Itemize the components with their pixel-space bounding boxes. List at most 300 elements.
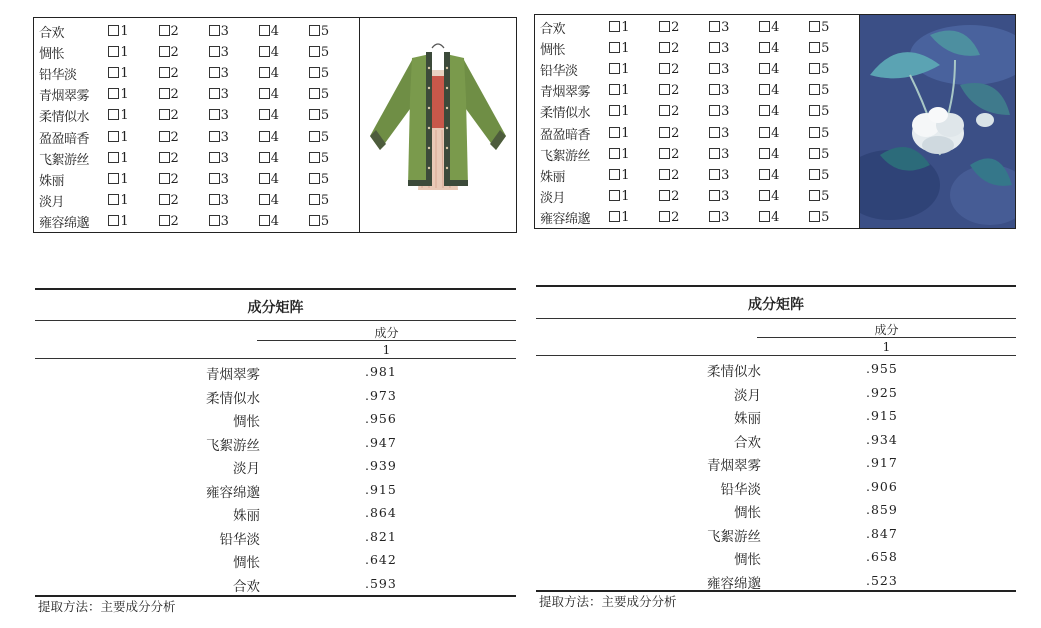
rating-number: 2 (170, 129, 179, 145)
rating-option[interactable] (609, 41, 659, 56)
loading-value: .915 (866, 408, 898, 423)
checkbox-icon[interactable] (659, 190, 670, 201)
body-rule (35, 358, 516, 359)
checkbox-icon[interactable] (209, 194, 220, 205)
blue-floral-picture (860, 15, 1015, 228)
green-robe-picture (360, 18, 516, 232)
rating-number: 5 (320, 87, 330, 103)
checkbox-icon[interactable] (659, 127, 670, 138)
checkbox-icon[interactable] (759, 169, 770, 180)
rating-option[interactable] (259, 45, 309, 60)
rating-number: 1 (621, 83, 630, 99)
checkbox-icon[interactable] (659, 169, 670, 180)
rating-option[interactable] (309, 172, 359, 187)
rating-number: 5 (320, 45, 330, 61)
variable-label: 淡月 (233, 461, 260, 477)
checkbox-icon[interactable] (759, 21, 770, 32)
loading-value: .864 (365, 505, 397, 520)
component-number: 1 (382, 343, 391, 357)
variable-label: 姝丽 (734, 411, 761, 427)
checkbox-icon[interactable] (108, 194, 119, 205)
checkbox-icon[interactable] (659, 84, 670, 95)
checkbox-icon[interactable] (709, 127, 720, 138)
rating-option[interactable] (659, 62, 709, 77)
checkbox-icon[interactable] (108, 215, 119, 226)
rating-row (34, 169, 359, 190)
checkbox-icon[interactable] (159, 131, 170, 142)
matrix-title: 成分矩阵 (748, 297, 804, 313)
rating-option[interactable] (108, 193, 158, 208)
rating-option[interactable] (108, 214, 158, 229)
rating-option[interactable] (809, 210, 859, 225)
rating-option[interactable] (309, 130, 359, 145)
checkbox-icon[interactable] (108, 109, 119, 120)
checkbox-icon[interactable] (609, 21, 620, 32)
checkbox-icon[interactable] (159, 152, 170, 163)
rating-row (535, 17, 859, 38)
checkbox-icon[interactable] (108, 88, 119, 99)
rating-option[interactable] (709, 189, 759, 204)
checkbox-icon[interactable] (609, 105, 620, 116)
rating-number: 3 (220, 24, 229, 40)
loading-value: .947 (365, 434, 397, 450)
checkbox-icon[interactable] (209, 152, 220, 163)
checkbox-icon[interactable] (159, 88, 170, 99)
rating-number: 4 (771, 146, 780, 162)
rating-number: 3 (220, 129, 229, 145)
rating-option[interactable] (159, 151, 209, 166)
rating-option[interactable] (209, 214, 259, 229)
checkbox-icon[interactable] (209, 131, 220, 142)
checkbox-icon[interactable] (159, 46, 170, 57)
term-label: 姝丽 (39, 173, 65, 189)
rating-option[interactable] (609, 189, 659, 204)
rating-option[interactable] (809, 168, 859, 183)
checkbox-icon[interactable] (259, 25, 270, 36)
rating-number: 4 (270, 192, 280, 208)
rating-option[interactable] (759, 83, 809, 98)
checkbox-icon[interactable] (659, 21, 670, 32)
rating-option[interactable] (108, 24, 158, 39)
checkbox-icon[interactable] (209, 25, 220, 36)
rating-option[interactable] (659, 20, 709, 35)
rating-number: 2 (170, 213, 179, 229)
rating-number: 3 (220, 45, 229, 61)
rating-option[interactable] (659, 189, 709, 204)
rating-number: 5 (821, 104, 830, 120)
rating-option[interactable] (108, 45, 158, 60)
checkbox-icon[interactable] (309, 194, 320, 205)
checkbox-icon[interactable] (309, 152, 320, 163)
checkbox-icon[interactable] (309, 46, 320, 57)
rating-option[interactable] (259, 24, 309, 39)
rating-row (535, 144, 859, 165)
rating-option[interactable] (609, 104, 659, 119)
rating-number: 4 (771, 125, 780, 141)
checkbox-icon[interactable] (108, 152, 119, 163)
rating-number: 5 (821, 125, 830, 141)
rating-option[interactable] (209, 87, 259, 102)
checkbox-icon[interactable] (108, 25, 119, 36)
checkbox-icon[interactable] (259, 88, 270, 99)
rating-option[interactable] (159, 24, 209, 39)
rating-option[interactable] (759, 189, 809, 204)
checkbox-icon[interactable] (759, 63, 770, 74)
checkbox-icon[interactable] (259, 46, 270, 57)
term-label: 柔情似水 (540, 106, 591, 122)
rating-option[interactable] (659, 210, 709, 225)
rating-number: 2 (170, 108, 179, 124)
rating-option[interactable] (259, 66, 309, 81)
rating-number: 3 (721, 104, 730, 120)
subheader-rule (757, 337, 1016, 338)
rating-option[interactable] (309, 214, 359, 229)
matrix-row (35, 525, 516, 549)
rating-number: 2 (671, 188, 680, 204)
checkbox-icon[interactable] (709, 21, 720, 32)
rating-option[interactable] (159, 108, 209, 123)
rating-option[interactable] (809, 41, 859, 56)
rating-number: 4 (270, 213, 280, 229)
rating-option[interactable] (108, 151, 158, 166)
matrix-row (536, 498, 1016, 522)
rating-option[interactable] (659, 168, 709, 183)
rating-option[interactable] (209, 151, 259, 166)
matrix-row (35, 384, 516, 408)
rating-option[interactable] (609, 168, 659, 183)
term-label: 惆怅 (39, 47, 65, 63)
checkbox-icon[interactable] (659, 42, 670, 53)
component-matrix-left (35, 288, 516, 618)
term-label: 青烟翠雾 (39, 89, 90, 105)
checkbox-icon[interactable] (809, 190, 820, 201)
rating-number: 5 (821, 62, 830, 78)
rating-number: 2 (170, 150, 179, 166)
rating-option[interactable] (309, 108, 359, 123)
rating-option[interactable] (159, 87, 209, 102)
checkbox-icon[interactable] (709, 169, 720, 180)
checkbox-icon[interactable] (309, 88, 320, 99)
rating-option[interactable] (809, 189, 859, 204)
checkbox-icon[interactable] (159, 109, 170, 120)
checkbox-icon[interactable] (259, 173, 270, 184)
rating-number: 4 (771, 83, 780, 99)
checkbox-icon[interactable] (809, 21, 820, 32)
rating-option[interactable] (159, 130, 209, 145)
rating-option[interactable] (159, 214, 209, 229)
rating-option[interactable] (709, 104, 759, 119)
loading-value: .906 (866, 478, 898, 494)
rating-number: 1 (120, 192, 129, 208)
rating-option[interactable] (809, 83, 859, 98)
rating-option[interactable] (759, 147, 809, 162)
rating-option[interactable] (659, 41, 709, 56)
rating-option[interactable] (108, 66, 158, 81)
rating-number: 1 (120, 171, 129, 187)
rating-option[interactable] (609, 126, 659, 141)
checkbox-icon[interactable] (809, 63, 820, 74)
rating-option[interactable] (709, 210, 759, 225)
checkbox-icon[interactable] (309, 67, 320, 78)
checkbox-icon[interactable] (609, 127, 620, 138)
rating-option[interactable] (759, 168, 809, 183)
loading-value: .981 (365, 364, 397, 379)
checkbox-icon[interactable] (309, 215, 320, 226)
rating-row (535, 80, 859, 101)
rating-option[interactable] (309, 66, 359, 81)
checkbox-icon[interactable] (309, 109, 320, 120)
rating-option[interactable] (108, 172, 158, 187)
checkbox-icon[interactable] (759, 127, 770, 138)
rating-option[interactable] (759, 126, 809, 141)
checkbox-icon[interactable] (759, 190, 770, 201)
checkbox-icon[interactable] (309, 173, 320, 184)
header-rule (35, 320, 516, 321)
rating-option[interactable] (209, 172, 259, 187)
checkbox-icon[interactable] (259, 215, 270, 226)
checkbox-icon[interactable] (659, 105, 670, 116)
rating-option[interactable] (609, 62, 659, 77)
rating-option[interactable] (609, 20, 659, 35)
rating-option[interactable] (759, 62, 809, 77)
extraction-note: 提取方法：主要成分分析 (38, 599, 176, 614)
variable-label: 飞絮游丝 (707, 528, 761, 545)
loading-value: .642 (365, 552, 397, 567)
header-rule (536, 318, 1016, 319)
checkbox-icon[interactable] (259, 109, 270, 120)
rating-option[interactable] (309, 151, 359, 166)
rating-number: 5 (821, 167, 830, 183)
term-label: 雍容绵邈 (39, 215, 90, 231)
variable-label: 惆怅 (233, 414, 260, 430)
rating-option[interactable] (759, 41, 809, 56)
checkbox-icon[interactable] (209, 215, 220, 226)
checkbox-icon[interactable] (609, 63, 620, 74)
checkbox-icon[interactable] (609, 42, 620, 53)
checkbox-icon[interactable] (159, 215, 170, 226)
rating-option[interactable] (709, 83, 759, 98)
checkbox-icon[interactable] (259, 194, 270, 205)
checkbox-icon[interactable] (209, 67, 220, 78)
checkbox-icon[interactable] (159, 194, 170, 205)
rating-option[interactable] (259, 108, 309, 123)
variable-label: 合欢 (734, 434, 761, 451)
rating-option[interactable] (309, 87, 359, 102)
checkbox-icon[interactable] (709, 105, 720, 116)
rating-row (34, 21, 359, 42)
rating-number: 3 (220, 87, 229, 103)
rating-option[interactable] (759, 210, 809, 225)
checkbox-icon[interactable] (659, 148, 670, 159)
rating-option[interactable] (259, 172, 309, 187)
variable-label: 飞絮游丝 (206, 437, 260, 454)
rating-option[interactable] (709, 62, 759, 77)
survey-card-left (33, 17, 517, 233)
checkbox-icon[interactable] (159, 173, 170, 184)
rating-option[interactable] (709, 126, 759, 141)
rating-option[interactable] (309, 45, 359, 60)
checkbox-icon[interactable] (809, 148, 820, 159)
rating-number: 5 (821, 20, 830, 36)
rating-number: 3 (220, 150, 229, 166)
checkbox-icon[interactable] (709, 84, 720, 95)
rating-option[interactable] (609, 210, 659, 225)
rating-number: 5 (821, 83, 830, 99)
checkbox-icon[interactable] (759, 148, 770, 159)
checkbox-icon[interactable] (809, 211, 820, 222)
checkbox-icon[interactable] (709, 190, 720, 201)
rating-option[interactable] (159, 172, 209, 187)
rating-number: 3 (721, 41, 730, 57)
checkbox-icon[interactable] (659, 211, 670, 222)
rating-option[interactable] (659, 83, 709, 98)
checkbox-icon[interactable] (709, 42, 720, 53)
rating-number: 3 (721, 209, 730, 225)
checkbox-icon[interactable] (809, 169, 820, 180)
checkbox-icon[interactable] (809, 127, 820, 138)
rating-option[interactable] (659, 126, 709, 141)
loading-value: .523 (866, 572, 898, 588)
rating-number: 3 (721, 146, 730, 162)
rating-option[interactable] (259, 193, 309, 208)
checkbox-icon[interactable] (759, 211, 770, 222)
checkbox-icon[interactable] (759, 42, 770, 53)
rating-option[interactable] (759, 104, 809, 119)
rating-option[interactable] (259, 87, 309, 102)
checkbox-icon[interactable] (759, 84, 770, 95)
loading-value: .821 (365, 528, 397, 544)
rating-number: 2 (170, 171, 179, 187)
checkbox-icon[interactable] (209, 109, 220, 120)
checkbox-icon[interactable] (659, 63, 670, 74)
checkbox-icon[interactable] (108, 46, 119, 57)
checkbox-icon[interactable] (709, 148, 720, 159)
rating-option[interactable] (159, 45, 209, 60)
rating-option[interactable] (309, 193, 359, 208)
rating-option[interactable] (659, 147, 709, 162)
matrix-row (35, 407, 516, 431)
rating-option[interactable] (259, 130, 309, 145)
variable-label: 淡月 (734, 387, 761, 404)
rating-option[interactable] (159, 66, 209, 81)
rating-number: 3 (721, 188, 730, 204)
garment-image (359, 18, 516, 232)
rating-number: 3 (220, 108, 229, 124)
variable-label: 柔情似水 (707, 364, 761, 380)
rating-number: 5 (320, 108, 330, 124)
checkbox-icon[interactable] (209, 46, 220, 57)
checkbox-icon[interactable] (309, 131, 320, 142)
matrix-row (536, 569, 1016, 593)
rating-option[interactable] (709, 147, 759, 162)
rating-number: 3 (721, 125, 730, 141)
checkbox-icon[interactable] (709, 63, 720, 74)
checkbox-icon[interactable] (309, 25, 320, 36)
checkbox-icon[interactable] (609, 84, 620, 95)
matrix-row (35, 478, 516, 502)
checkbox-icon[interactable] (259, 131, 270, 142)
checkbox-icon[interactable] (609, 169, 620, 180)
rating-number: 2 (671, 83, 680, 99)
checkbox-icon[interactable] (259, 152, 270, 163)
rating-row (535, 186, 859, 207)
rating-row (34, 148, 359, 169)
rating-option[interactable] (209, 45, 259, 60)
checkbox-icon[interactable] (108, 67, 119, 78)
rating-number: 1 (621, 167, 630, 183)
rating-option[interactable] (159, 193, 209, 208)
rating-option[interactable] (108, 130, 158, 145)
checkbox-icon[interactable] (108, 131, 119, 142)
rating-option[interactable] (209, 130, 259, 145)
rating-option[interactable] (309, 24, 359, 39)
rating-number: 3 (220, 66, 229, 82)
matrix-row (536, 428, 1016, 452)
rating-number: 4 (771, 62, 780, 78)
rating-option[interactable] (609, 83, 659, 98)
variable-label: 青烟翠雾 (206, 367, 260, 383)
rating-number: 5 (821, 188, 830, 204)
term-label: 飞絮游丝 (39, 152, 90, 168)
rating-number: 2 (671, 146, 680, 162)
checkbox-icon[interactable] (809, 84, 820, 95)
rating-option[interactable] (759, 20, 809, 35)
checkbox-icon[interactable] (209, 173, 220, 184)
rating-option[interactable] (709, 20, 759, 35)
checkbox-icon[interactable] (159, 67, 170, 78)
matrix-row (35, 431, 516, 455)
rating-option[interactable] (709, 168, 759, 183)
rating-option[interactable] (209, 108, 259, 123)
checkbox-icon[interactable] (609, 190, 620, 201)
checkbox-icon[interactable] (209, 88, 220, 99)
rating-option[interactable] (659, 104, 709, 119)
checkbox-icon[interactable] (609, 211, 620, 222)
rating-number: 5 (320, 129, 330, 145)
checkbox-icon[interactable] (759, 105, 770, 116)
checkbox-icon[interactable] (809, 105, 820, 116)
matrix-row (536, 451, 1016, 475)
checkbox-icon[interactable] (259, 67, 270, 78)
rating-option[interactable] (209, 193, 259, 208)
checkbox-icon[interactable] (709, 211, 720, 222)
checkbox-icon[interactable] (809, 42, 820, 53)
rating-rows (34, 18, 359, 232)
rating-option[interactable] (108, 108, 158, 123)
term-label: 飞絮游丝 (540, 148, 591, 164)
checkbox-icon[interactable] (108, 173, 119, 184)
rating-option[interactable] (209, 24, 259, 39)
rating-number: 5 (320, 66, 330, 82)
variable-label: 惆怅 (734, 552, 761, 568)
loading-value: .847 (866, 525, 898, 541)
rating-option[interactable] (259, 151, 309, 166)
checkbox-icon[interactable] (159, 25, 170, 36)
rating-option[interactable] (259, 214, 309, 229)
rating-option[interactable] (809, 104, 859, 119)
component-number: 1 (882, 340, 891, 354)
rating-option[interactable] (809, 126, 859, 141)
rating-option[interactable] (809, 62, 859, 77)
rating-option[interactable] (609, 147, 659, 162)
rating-option[interactable] (809, 20, 859, 35)
rating-option[interactable] (108, 87, 158, 102)
rating-option[interactable] (709, 41, 759, 56)
rating-option[interactable] (209, 66, 259, 81)
checkbox-icon[interactable] (609, 148, 620, 159)
rating-option[interactable] (809, 147, 859, 162)
rating-number: 4 (270, 66, 280, 82)
